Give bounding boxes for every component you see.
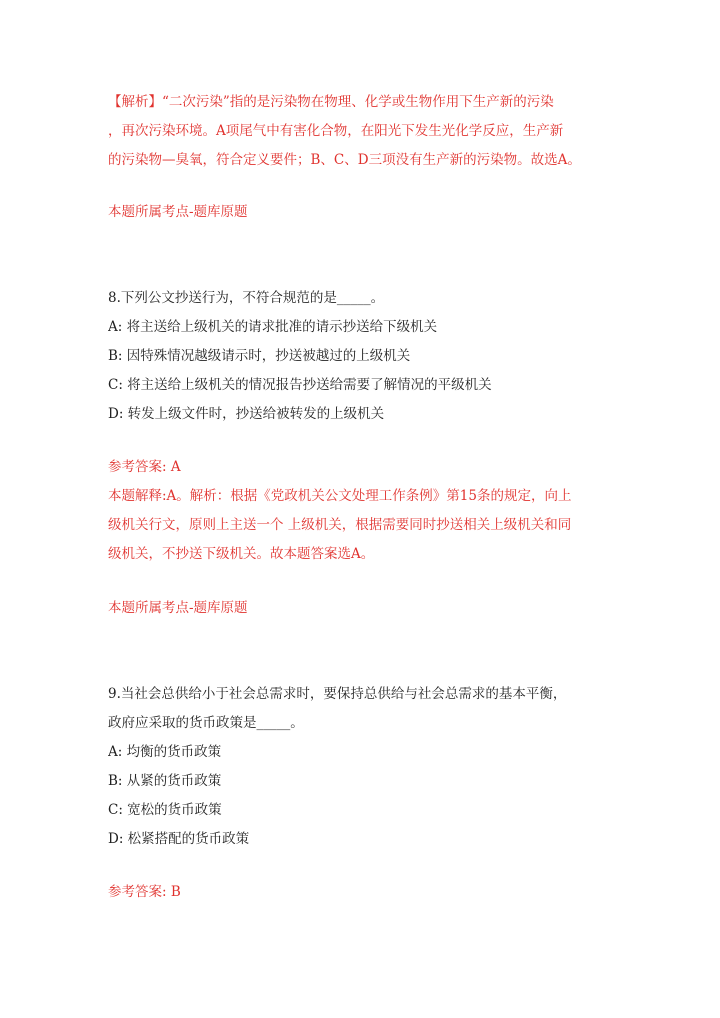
q9-option-d: D: 松紧搭配的货币政策 [108, 831, 250, 847]
q7-analysis-line: 【解析】“二次污染”指的是污染物在物理、化学或生物作用下生产新的污染 [108, 94, 554, 110]
q8-source [108, 594, 618, 623]
q7-analysis-line: 的污染物—臭氧，符合定义要件；B、C、D三项没有生产新的污染物。故选A。 [108, 152, 581, 168]
q9-question [108, 680, 618, 854]
q8-explanation-line: 级机关，不抄送下级机关。故本题答案选A。 [108, 546, 375, 562]
q8-source-text: 本题所属考点-题库原题 [108, 600, 248, 616]
q7-source [108, 198, 618, 227]
q7-analysis [108, 88, 618, 175]
q8-explanation-line: 本题解释:A。解析：根据《党政机关公文处理工作条例》第15条的规定，向上 [108, 488, 572, 504]
q9-option-c: C: 宽松的货币政策 [108, 802, 222, 818]
q8-option-b: B: 因特殊情况越级请示时，抄送被越过的上级机关 [108, 348, 411, 364]
q9-answer-block [108, 878, 618, 907]
q8-option-a: A: 将主送给上级机关的请求批准的请示抄送给下级机关 [108, 319, 438, 335]
q9-answer: 参考答案: B [108, 884, 181, 900]
q8-answer-block [108, 453, 618, 569]
q8-explanation-line: 级机关行文，原则上主送一个 上级机关，根据需要同时抄送相关上级机关和同 [108, 517, 572, 533]
q9-stem-line: 9.当社会总供给小于社会总需求时，要保持总供给与社会总需求的基本平衡， [108, 686, 567, 702]
q9-option-a: A: 均衡的货币政策 [108, 744, 222, 760]
q8-answer: 参考答案: A [108, 459, 181, 475]
q7-source-text: 本题所属考点-题库原题 [108, 204, 248, 220]
q9-stem-line: 政府应采取的货币政策是_____。 [108, 715, 304, 731]
q8-option-c: C: 将主送给上级机关的情况报告抄送给需要了解情况的平级机关 [108, 377, 492, 393]
q7-analysis-line: ，再次污染环境。A项尾气中有害化合物，在阳光下发生光化学反应，生产新 [108, 123, 564, 139]
q8-question [108, 284, 618, 429]
q9-option-b: B: 从紧的货币政策 [108, 773, 222, 789]
q8-stem: 8.下列公文抄送行为，不符合规范的是_____。 [108, 290, 385, 306]
q8-option-d: D: 转发上级文件时，抄送给被转发的上级机关 [108, 406, 385, 422]
